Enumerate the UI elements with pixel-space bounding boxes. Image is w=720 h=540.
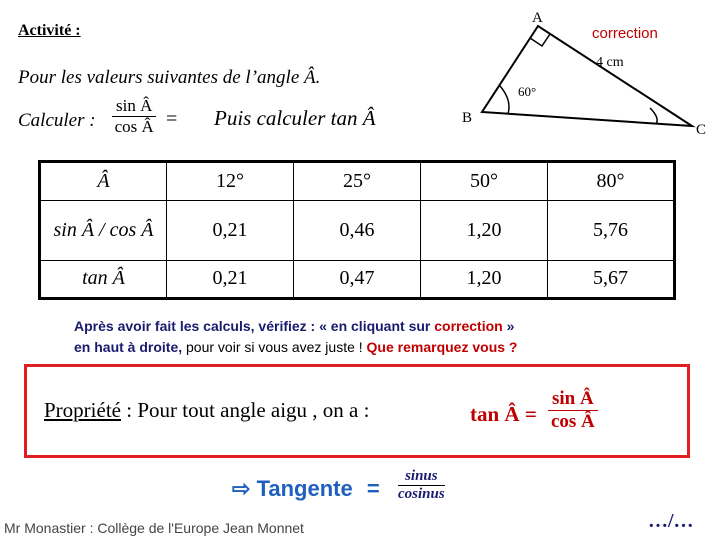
- arrow-icon: ⇨: [232, 476, 251, 501]
- note-question: Que remarquez vous ?: [366, 339, 518, 355]
- fraction-equals: =: [166, 108, 178, 130]
- tan-cell: 1,20: [421, 260, 548, 299]
- triangle-diagram: [460, 8, 710, 138]
- tan-formula-fraction: [548, 388, 598, 433]
- ratio-cell: 5,76: [548, 200, 675, 260]
- tan-cell: 0,21: [167, 260, 294, 299]
- vertex-b-label: B: [462, 110, 473, 126]
- angle-c-arc: [650, 108, 657, 124]
- row-header-angle: Â: [40, 162, 167, 201]
- triangle-shape: [482, 26, 692, 126]
- author-credit: Mr Monastier : Collège de l'Europe Jean Monnet: [4, 520, 304, 536]
- intro-text: Pour les valeurs suivantes de l’angle Â.: [18, 67, 321, 88]
- conclusion-denominator: cosinus: [398, 486, 445, 502]
- tan-formula-lhs: tan Â =: [470, 402, 537, 426]
- angle-cell: 50°: [421, 162, 548, 201]
- row-header-tan: tan Â: [40, 260, 167, 299]
- angle-value-label: 60°: [518, 84, 537, 99]
- note-part3: en haut à droite,: [74, 339, 183, 355]
- calculer-label: Calculer :: [18, 110, 96, 131]
- ratio-cell: 0,21: [167, 200, 294, 260]
- tan-cell: 5,67: [548, 260, 675, 299]
- property-label: Propriété: [44, 398, 121, 422]
- angle-cell: 12°: [167, 162, 294, 201]
- ratio-cell: 1,20: [421, 200, 548, 260]
- ratio-fraction: [112, 96, 156, 137]
- page-indicator: …/…: [648, 510, 694, 532]
- tan-formula-denominator: cos Â: [550, 411, 595, 432]
- note-part2: »: [502, 318, 515, 334]
- vertex-a-label: A: [532, 10, 543, 26]
- tangent-conclusion: [232, 476, 380, 502]
- tangent-word: Tangente: [256, 476, 353, 501]
- property-statement: [44, 398, 369, 423]
- note-part4: pour voir si vous avez juste !: [182, 339, 367, 355]
- angle-b-arc: [500, 86, 509, 114]
- vertex-c-label: C: [696, 122, 707, 138]
- puis-text: Puis calculer tan Â: [214, 106, 376, 130]
- conclusion-equals: =: [366, 476, 380, 501]
- note-correction-link[interactable]: correction: [434, 318, 503, 334]
- instruction-note: [74, 316, 674, 358]
- conclusion-numerator: sinus: [398, 468, 445, 486]
- tan-formula-numerator: sin Â: [548, 388, 598, 411]
- angle-cell: 80°: [548, 162, 675, 201]
- property-text: : Pour tout angle aigu , on a :: [120, 398, 370, 422]
- angle-cell: 25°: [294, 162, 421, 201]
- note-part1: Après avoir fait les calculs, vérifiez : « en cliquant sur: [74, 318, 435, 334]
- row-header-ratio: sin Â / cos Â: [40, 200, 167, 260]
- values-table: [38, 160, 676, 300]
- tan-formula: [470, 402, 537, 427]
- fraction-denominator: cos Â: [114, 117, 154, 136]
- table-row: [40, 260, 675, 299]
- fraction-numerator: sin Â: [112, 96, 156, 117]
- correction-link[interactable]: correction: [592, 25, 658, 42]
- right-angle-mark: [530, 34, 550, 46]
- side-length-label: 4 cm: [596, 55, 624, 70]
- conclusion-fraction: [398, 468, 445, 503]
- tan-cell: 0,47: [294, 260, 421, 299]
- table-row: [40, 200, 675, 260]
- activity-heading: Activité :: [18, 22, 81, 39]
- table-row: [40, 162, 675, 201]
- ratio-cell: 0,46: [294, 200, 421, 260]
